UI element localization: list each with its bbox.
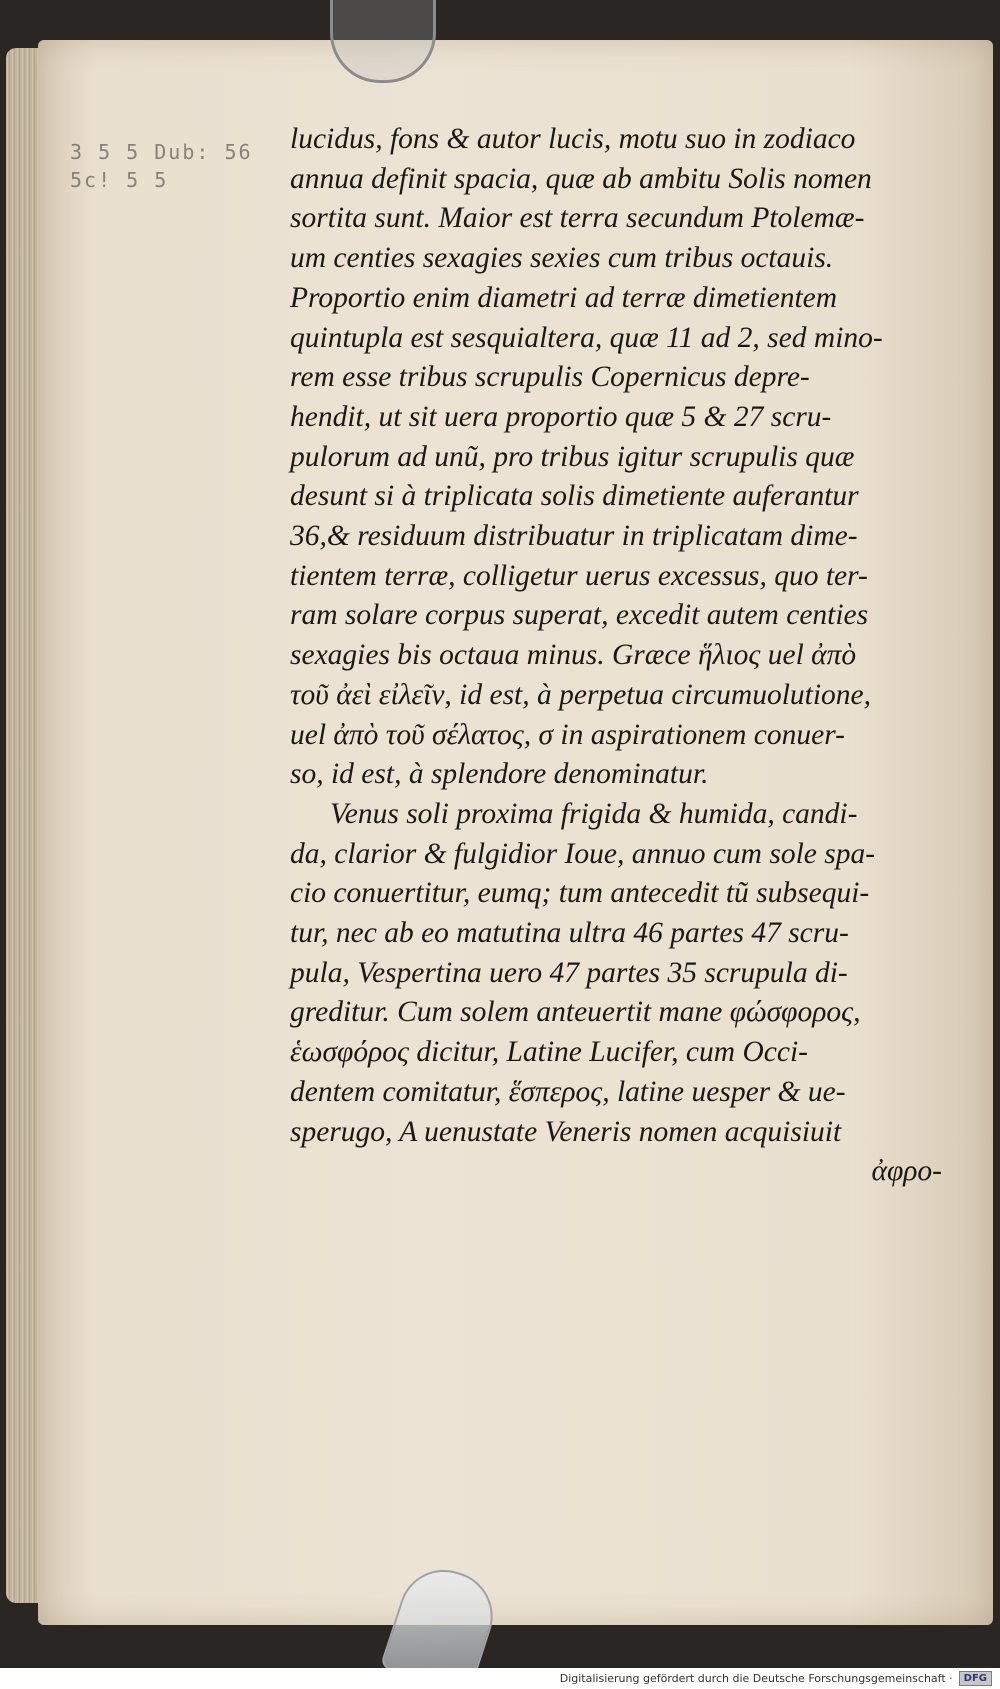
text-line: desunt si à triplicata solis dimetiente auferantur <box>290 480 859 513</box>
text-line: sperugo, A uenustate Veneris nomen acquisiuit <box>290 1115 842 1148</box>
dfg-logo: DFG <box>959 1671 992 1686</box>
text-line: τοῦ ἀεὶ εἰλεῖν, id est, à perpetua circumuolutione, <box>290 678 871 711</box>
text-line: pulorum ad unũ, pro tribus igitur scrupulis quæ <box>290 440 855 473</box>
text-line: dentem comitatur, ἕσπερος, latine uesper & ue- <box>290 1075 846 1108</box>
text-line: quintupla est sesquialtera, quæ 11 ad 2, sed mino- <box>290 321 883 354</box>
text-line: tientem terræ, colligetur uerus excessus, quo ter- <box>290 559 868 592</box>
text-line: 36,& residuum distribuatur in triplicatam dime- <box>290 520 858 553</box>
text-line: ram solare corpus superat, excedit autem centies <box>290 599 869 632</box>
text-line: so, id est, à splendore denominatur. <box>290 758 709 791</box>
margin-note-line-2: 5c! 5 5 <box>70 168 169 192</box>
text-line: sortita sunt. Maior est terra secundum Ptolemæ- <box>290 202 865 235</box>
text-line: hendit, ut sit uera proportio quæ 5 & 27 scru- <box>290 400 832 433</box>
text-line: sexagies bis octaua minus. Græce ἥλιος uel ἀπὸ <box>290 639 857 672</box>
text-line: uel ἀπὸ τοῦ σέλατος, σ in aspirationem conuer- <box>290 718 845 751</box>
margin-note-line-1: 3 5 5 Dub: 56 <box>70 140 253 164</box>
text-line: tur, nec ab eo matutina ultra 46 partes 47 scru- <box>290 917 849 950</box>
footer-credit: Digitalisierung gefördert durch die Deutsche Forschungsgemeinschaft · <box>559 1672 953 1685</box>
margin-note <box>70 138 290 194</box>
text-line: Venus soli proxima frigida & humida, candi- <box>330 797 858 830</box>
text-line: greditur. Cum solem anteuertit mane φώσφορος, <box>290 996 861 1029</box>
text-line: annua definit spacia, quæ ab ambitu Solis nomen <box>290 162 872 195</box>
text-line: um centies sexagies sexies cum tribus octauis. <box>290 242 834 275</box>
catchword: ἀφρο- <box>871 1155 942 1188</box>
text-line: cio conuertitur, eumq; tum antecedit tũ subsequi- <box>290 877 870 910</box>
body-text <box>290 120 950 1192</box>
text-line: pula, Vespertina uero 47 partes 35 scrupula di- <box>290 956 848 989</box>
text-line: rem esse tribus scrupulis Copernicus depre- <box>290 361 810 394</box>
text-line: da, clarior & fulgidior Ioue, annuo cum sole spa- <box>290 837 876 870</box>
text-line: Proportio enim diametri ad terræ dimetientem <box>290 281 838 314</box>
digitization-footer <box>0 1668 1000 1689</box>
text-line: lucidus, fons & autor lucis, motu suo in zodiaco <box>290 123 856 155</box>
text-line: ἑωσφόρος dicitur, Latine Lucifer, cum Occi- <box>290 1036 808 1069</box>
